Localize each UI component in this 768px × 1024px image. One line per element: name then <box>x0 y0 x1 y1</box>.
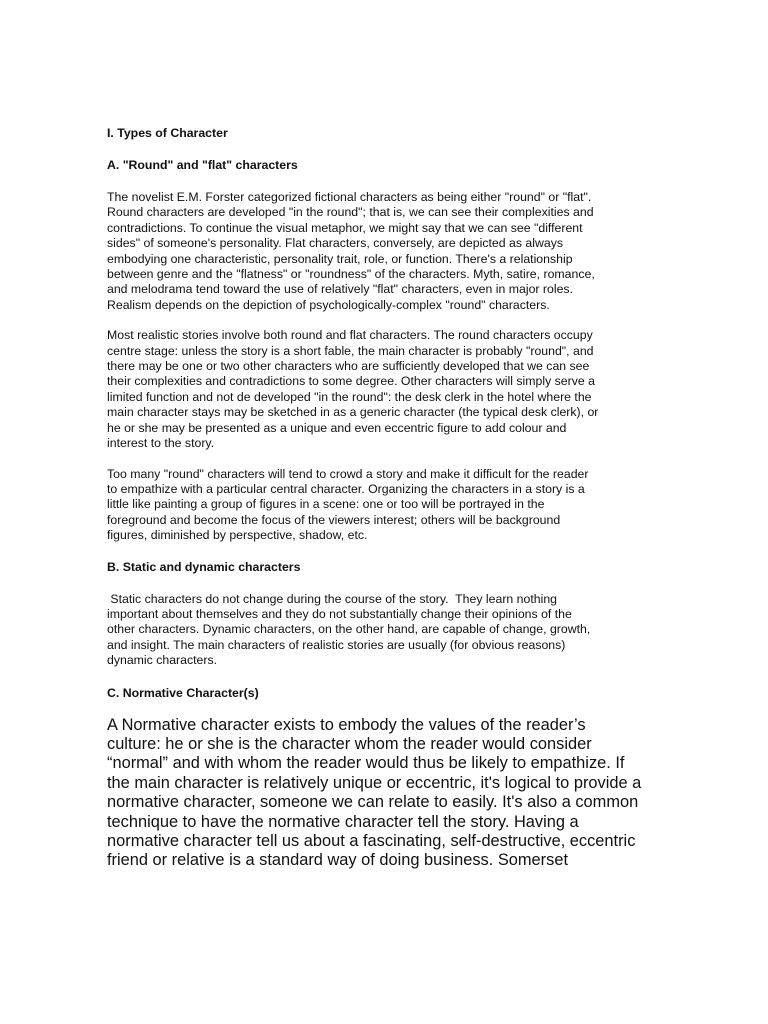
text-line: Realism depends on the depiction of psychologically-complex "round" characters. <box>107 297 550 312</box>
text-line: Too many "round" characters will tend to crowd a story and make it difficult for the reader <box>107 466 589 481</box>
text-line: figures, diminished by perspective, shadow, etc. <box>107 528 368 543</box>
paragraph-round-flat-2 <box>107 328 667 451</box>
text-line: the main character is relatively unique or eccentric, it's logical to provide a <box>107 773 642 792</box>
text-line: and insight. The main characters of realistic stories are usually (for obvious reasons) <box>107 637 566 652</box>
subheading-static-dynamic: B. Static and dynamic characters <box>107 559 301 574</box>
text-line: “normal” and with whom the reader would thus be likely to empathize. If <box>107 754 625 773</box>
text-line: important about themselves and they do not substantially change their opinions of the <box>107 606 572 621</box>
paragraph-static-dynamic <box>107 592 667 669</box>
text-line: limited function and not de developed "in the round": the desk clerk in the hotel where the <box>107 389 592 404</box>
paragraph-normative <box>107 716 667 871</box>
section-title: I. Types of Character <box>107 126 228 140</box>
text-line: centre stage: unless the story is a short fable, the main character is probably "round", and <box>107 343 594 358</box>
text-line: interest to the story. <box>107 436 215 451</box>
text-line: between genre and the "flatness" or "roundness" of the characters. Myth, satire, romance, <box>107 267 595 282</box>
text-line: Most realistic stories involve both round and flat characters. The round characters occupy <box>107 328 593 343</box>
text-line: The novelist E.M. Forster categorized fictional characters as being either "round" or "flat". <box>107 190 592 204</box>
text-line: to empathize with a particular central character. Organizing the characters in a story is a <box>107 481 585 496</box>
text-line: and melodrama tend toward the use of relatively "flat" characters, even in major roles. <box>107 282 573 297</box>
paragraph-round-flat-3 <box>107 467 667 544</box>
text-line: normative character, someone we can relate to easily. It's also a common <box>107 793 639 812</box>
document-page <box>107 125 667 871</box>
text-line: foreground and become the focus of the viewers interest; others will be background <box>107 512 561 527</box>
text-line: A Normative character exists to embody the values of the reader’s <box>107 715 586 734</box>
text-line: technique to have the normative character tell the story. Having a <box>107 812 579 831</box>
text-line: normative character tell us about a fascinating, self-destructive, eccentric <box>107 832 636 850</box>
paragraph-round-flat-1 <box>107 190 667 313</box>
text-line: friend or relative is a standard way of doing business. Somerset <box>107 851 568 870</box>
subheading-round-flat: A. "Round" and "flat" characters <box>107 158 298 172</box>
text-line: culture: he or she is the character whom the reader would consider <box>107 734 592 753</box>
subheading-normative: C. Normative Character(s) <box>107 685 259 700</box>
text-line: dynamic characters. <box>107 653 218 668</box>
text-line: he or she may be presented as a unique and even eccentric figure to add colour and <box>107 420 567 435</box>
text-line: Round characters are developed "in the round"; that is, we can see their complexities and <box>107 205 594 220</box>
text-line: Static characters do not change during the course of the story. They learn nothing <box>107 591 558 606</box>
text-line: there may be one or two other characters who are sufficiently developed that we can see <box>107 359 590 374</box>
text-line: main character stays may be sketched in as a generic character (the typical desk clerk), or <box>107 405 599 420</box>
text-line: embodying one characteristic, personality trait, role, or function. There's a relationship <box>107 251 573 266</box>
text-line: sides" of someone's personality. Flat characters, conversely, are depicted as always <box>107 236 563 251</box>
text-line: their complexities and contradictions to some degree. Other characters will simply serve a <box>107 374 595 389</box>
text-line: other characters. Dynamic characters, on the other hand, are capable of change, growth, <box>107 622 591 637</box>
text-line: little like painting a group of figures in a scene: one or too will be portrayed in the <box>107 497 545 512</box>
text-line: contradictions. To continue the visual metaphor, we might say that we can see "different <box>107 220 583 235</box>
